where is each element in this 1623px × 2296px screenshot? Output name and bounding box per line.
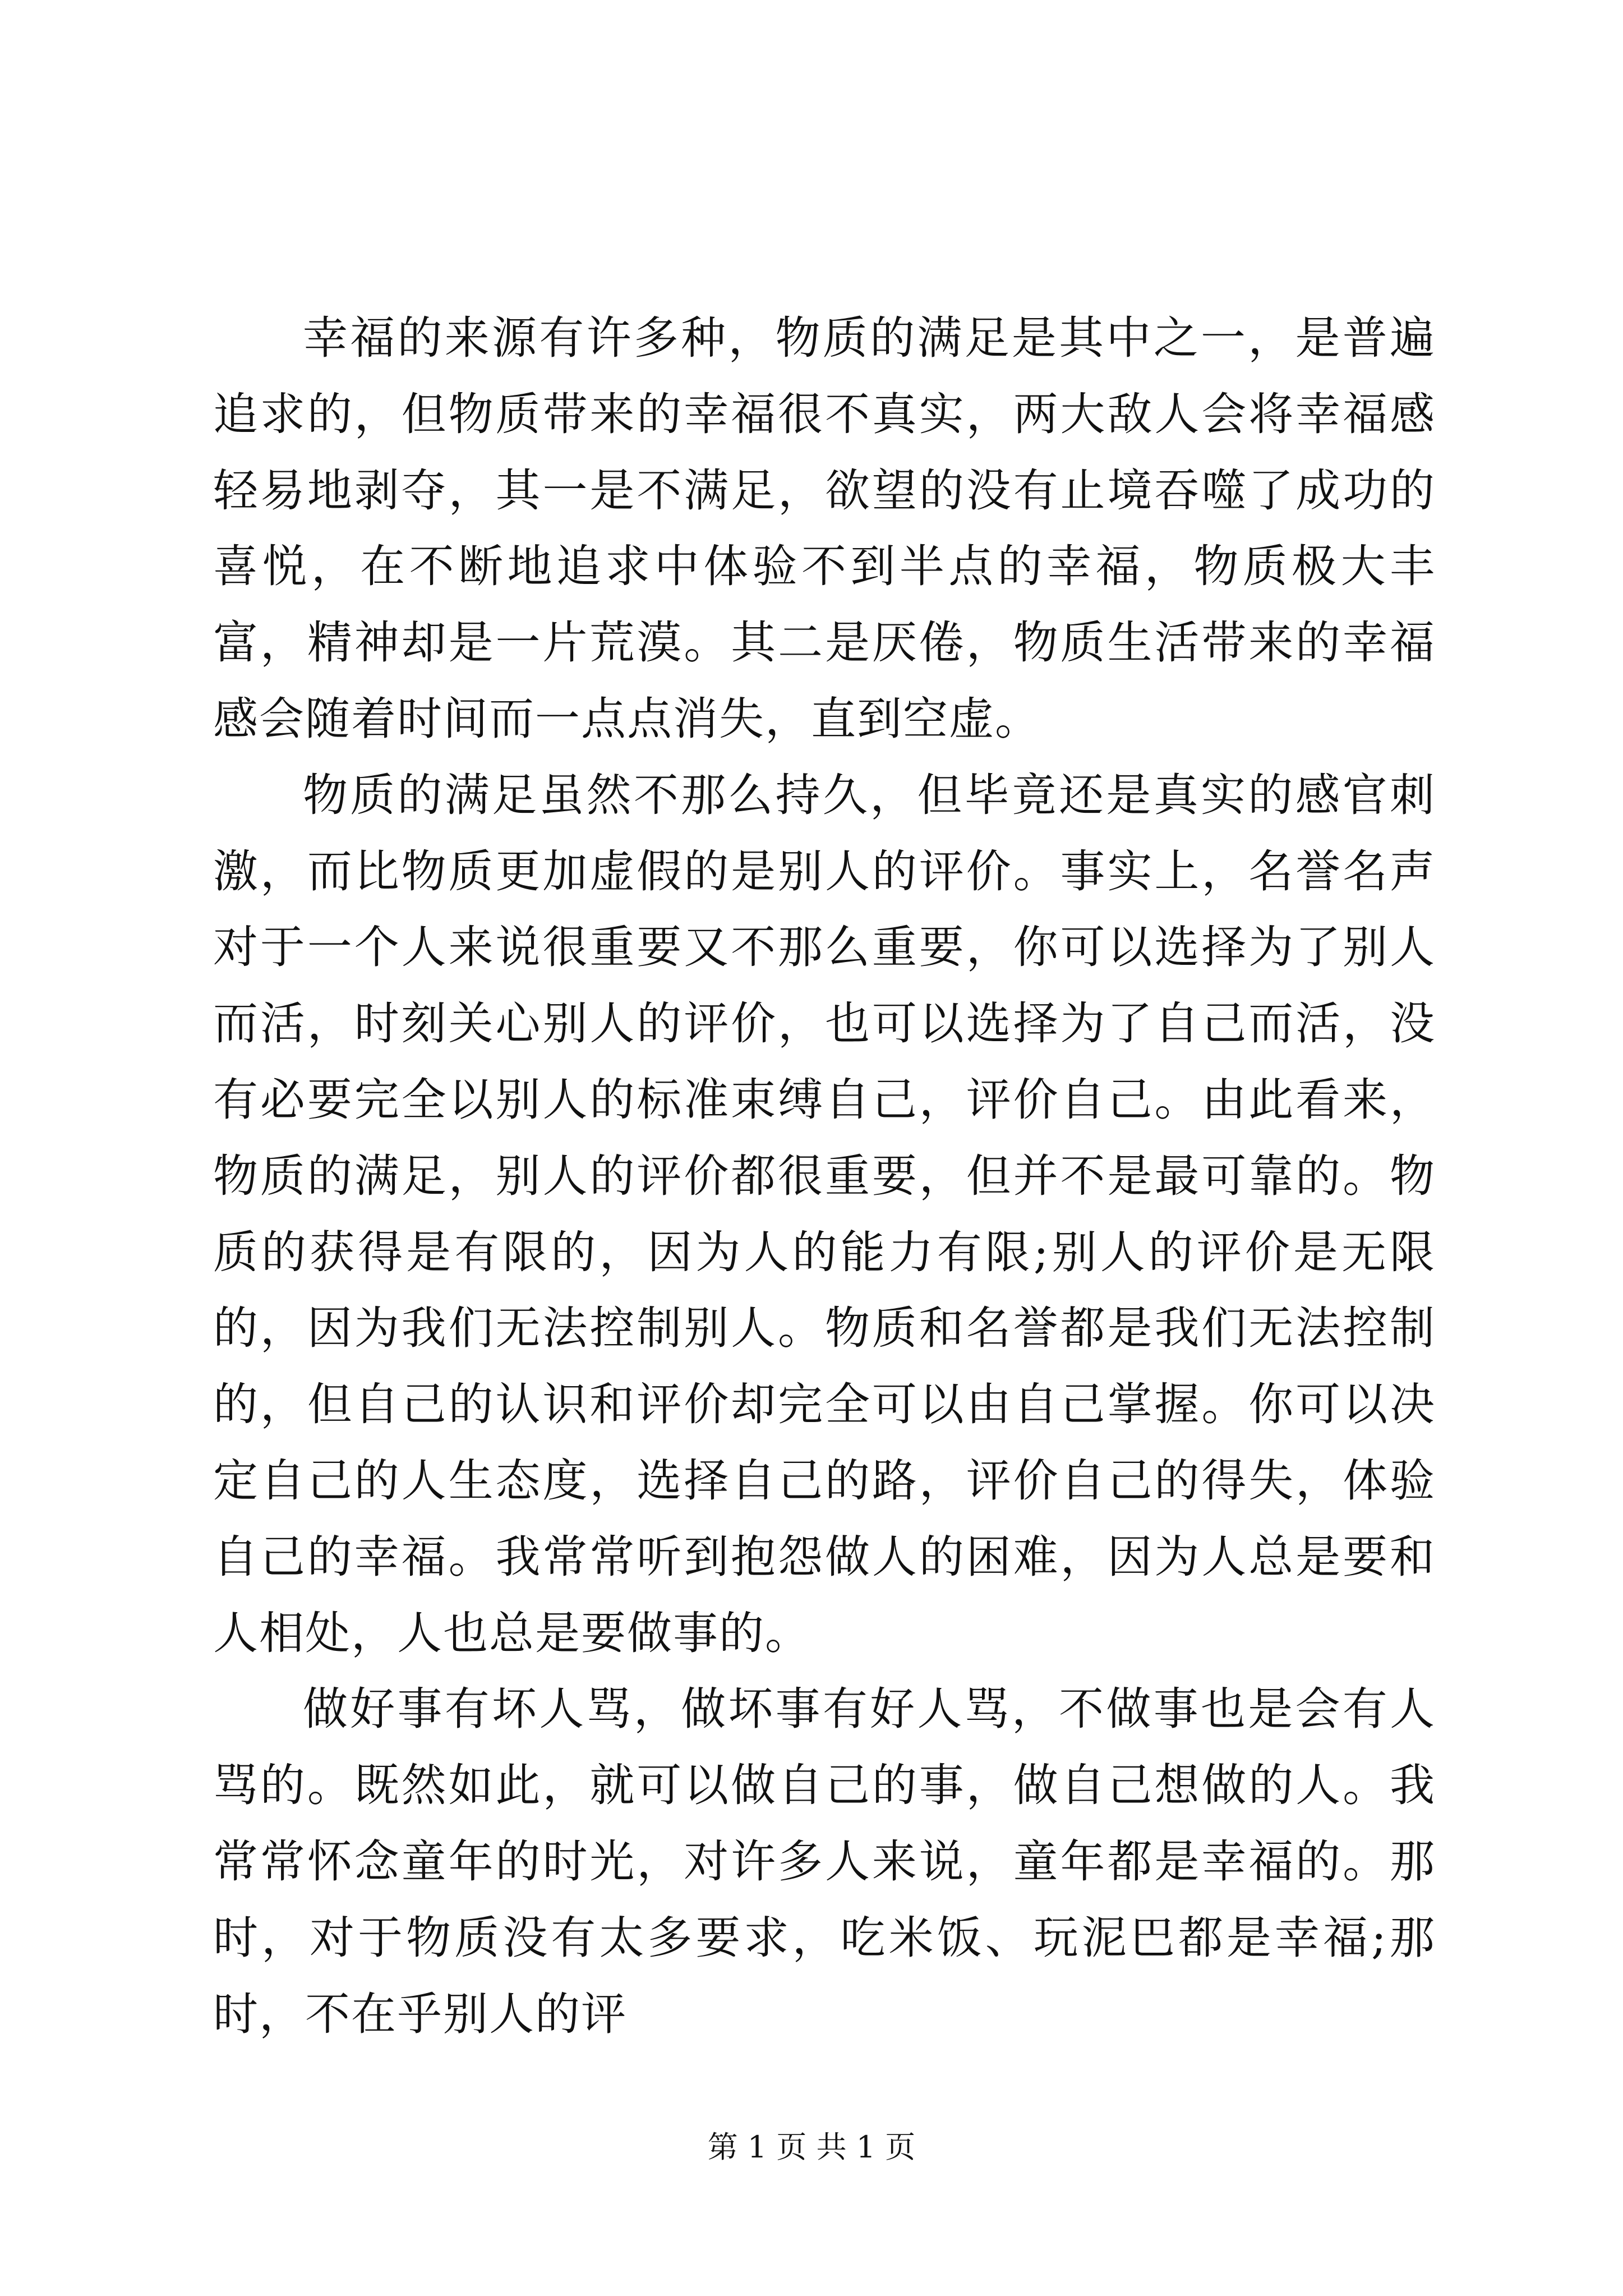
body-text <box>213 300 1436 2052</box>
page-footer: 第 1 页 共 1 页 <box>707 2129 916 2165</box>
paragraph-2: 物质的满足虽然不那么持久，但毕竟还是真实的感官刺激，而比物质更加虚假的是别人的评价。事实上，名誉名声对于一个人来说很重要又不那么重要，你可以选择为了别人而活，时刻关心别人的评价，也可以选择为了自己而活，没有必要完全以别人的标准束缚自己，评价自己。由此看来，物质的满足，别人的评价都很重要，但并不是最可靠的。物质的获得是有限的，因为人的能力有限;别人的评价是无限的，因为我们无法控制别人。物质和名誉都是我们无法控制的，但自己的认识和评价却完全可以由自己掌握。你可以决定自己的人生态度，选择自己的路，评价自己的得失，体验自己的幸福。我常常听到抱怨做人的困难，因为人总是要和人相处，人也总是要做事的。 <box>213 769 1436 1659</box>
paragraph-3: 做好事有坏人骂，做坏事有好人骂，不做事也是会有人骂的。既然如此，就可以做自己的事，做自己想做的人。我常常怀念童年的时光，对许多人来说，童年都是幸福的。那时，对于物质没有太多要求，吃米饭、玩泥巴都是幸福;那时，不在乎别人的评 <box>213 1683 1436 2040</box>
paragraph-1: 幸福的来源有许多种，物质的满足是其中之一，是普遍追求的，但物质带来的幸福很不真实，两大敌人会将幸福感轻易地剥夺，其一是不满足，欲望的没有止境吞噬了成功的喜悦，在不断地追求中体验不到半点的幸福，物质极大丰富，精神却是一片荒漠。其二是厌倦，物质生活带来的幸福感会随着时间而一点点消失，直到空虚。 <box>213 312 1436 745</box>
